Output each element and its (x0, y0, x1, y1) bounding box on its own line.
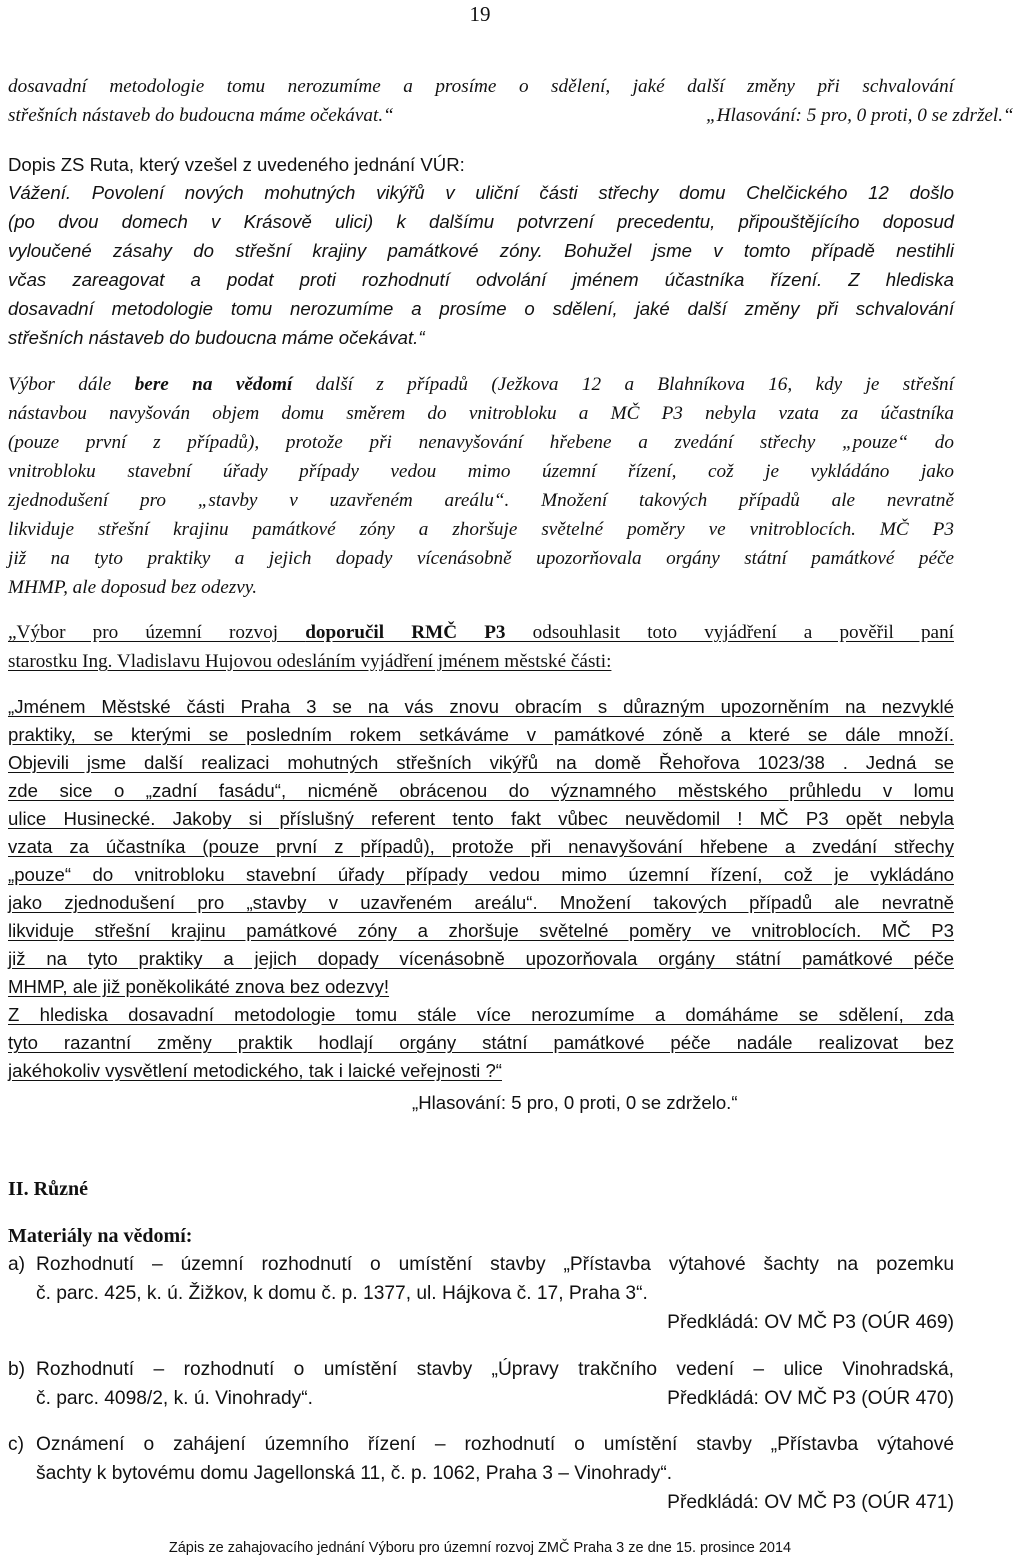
item-text: č. parc. 425, k. ú. Žižkov, k domu č. p. 1377, ul. Hájkova č. 17, Praha 3“. (36, 1283, 648, 1304)
paragraph-line: „pouze“ do vnitrobloku stavební úřady případy vedou mimo územní řízení, což je vykládáno (8, 864, 954, 885)
paragraph-text: „Výbor pro územní rozvoj (8, 622, 306, 643)
paragraph-line: starostku Ing. Vladislavu Hujovou odesláním vyjádření jménem městské části: (8, 651, 612, 672)
emphasis-text: doporučil RMČ P3 (305, 622, 506, 643)
list-item (8, 1355, 954, 1415)
item-text: šachty k bytovému domu Jagellonská 11, č. p. 1062, Praha 3 – Vinohrady“. (36, 1463, 673, 1484)
paragraph-line: jako zjednodušení pro „stavby v uzavřeném areálu“. Množení takových případů ale nevratně (8, 892, 954, 913)
paragraph-line: zjednodušení pro „stavby v uzavřeném areálu“. Množení takových případů ale nevratně (8, 490, 954, 511)
paragraph-line: likviduje střešní krajinu památkové zóny a zhoršuje světelné poměry ve vnitroblocích. MČ P3 (8, 519, 954, 540)
paragraph-line: vyloučené zásahy do střešní krajiny památkové zóny. Bohužel jsme v tomto případě nestihli (8, 240, 954, 261)
item-text: č. parc. 4098/2, k. ú. Vinohrady“. (36, 1388, 313, 1409)
paragraph-line: tyto razantní změny praktik hodlají orgány státní památkové péče nadále realizovat bez (8, 1032, 954, 1053)
paragraph-line: dosavadní metodologie tomu nerozumíme a prosíme o sdělení, jaké další změny při schvalování (8, 76, 954, 97)
paragraph-line: (pouze první z případů), protože při nenavyšování hřebene a zvedání střechy „pouze“ do (8, 432, 954, 453)
paragraph-line (8, 101, 1014, 130)
item-label: b) (8, 1359, 26, 1380)
paragraph-text: další z případů (Ježkova 12 a Blahníkova 16, kdy je střešní (292, 374, 954, 395)
paragraph-line: dosavadní metodologie tomu nerozumíme a prosíme o sdělení, jaké další změny při schvalování (8, 298, 954, 319)
paragraph-line: „Jménem Městské části Praha 3 se na vás znovu obracím s důrazným upozorněním na nezvyklé (8, 696, 954, 717)
paragraph-line: včas zareagovat a podat proti rozhodnutí odvolání jménem účastníka řízení. Z hlediska (8, 269, 954, 290)
page-number: 19 (469, 2, 491, 26)
list-item (8, 1250, 954, 1340)
item-submitter: Předkládá: OV MČ P3 (OÚR 470) (667, 1388, 954, 1409)
paragraph-text: Výbor dále (8, 374, 135, 395)
letter-heading: Dopis ZS Ruta, který vzešel z uvedeného jednání VÚR: (8, 154, 465, 175)
paragraph-line: nástavbou navyšován objem domu směrem do vnitrobloku a MČ P3 nebyla vzata za účastníka (8, 403, 954, 424)
paragraph-line: praktiky, se kterými se posledním rokem setkáváme v památkové zóně a které se dále množí. (8, 724, 954, 745)
paragraph-line: Vážení. Povolení nových mohutných vikýřů v uliční části střechy domu Chelčického 12 došlo (8, 182, 954, 203)
paragraph-line: Objevili jsme další realizaci mohutných střešních vikýřů na domě Řehořova 1023/38 . Jedná se (8, 752, 954, 773)
paragraph-line: již na tyto praktiky a jejich dopady vícenásobně upozorňovala orgány státní památkové péče (8, 948, 954, 969)
emphasis-text: bere na vědomí (134, 374, 293, 395)
paragraph-text: střešních nástaveb do budoucna máme očekávat.“ (8, 105, 394, 126)
section-title: II. Různé (8, 1178, 89, 1200)
paragraph-line (8, 618, 954, 647)
paragraph-line: zde sice o „zadní fasádu“, nicméně obrácenou do významného městského průhledu v lomu (8, 780, 954, 801)
item-submitter: Předkládá: OV MČ P3 (OÚR 469) (667, 1312, 954, 1333)
paragraph-line: MHMP, ale již poněkolikáté znova bez odezvy! (8, 976, 390, 997)
item-text: Rozhodnutí – územní rozhodnutí o umístění stavby „Přístavba výtahové šachty na pozemku (36, 1254, 954, 1275)
paragraph-line: likviduje střešní krajinu památkové zóny a zhoršuje světelné poměry ve vnitroblocích. MČ P3 (8, 920, 954, 941)
vote-result: „Hlasování: 5 pro, 0 proti, 0 se zdrželo.“ (412, 1092, 738, 1113)
item-label: a) (8, 1254, 26, 1275)
item-label: c) (8, 1434, 24, 1455)
materials-heading: Materiály na vědomí: (8, 1225, 193, 1247)
paragraph-line: vzata za účastníka (pouze první z případů), protože při nenavyšování hřebene a zvedání střechy (8, 836, 954, 857)
paragraph-line: (po dvou domech v Krásově ulici) k dalšímu potvrzení precedentu, připouštějícího doposud (8, 211, 954, 232)
page-footer: Zápis ze zahajovacího jednání Výboru pro územní rozvoj ZMČ Praha 3 ze dne 15. prosince 2014 (168, 1540, 792, 1556)
list-item (8, 1430, 954, 1520)
paragraph-line (8, 370, 954, 399)
paragraph-line: ulice Husinecké. Jakoby si příslušný referent tento fakt vůbec neuvědomil ! MČ P3 opět nebyla (8, 808, 954, 829)
vote-result: „Hlasování: 5 pro, 0 proti, 0 se zdržel.“ (706, 105, 1014, 126)
paragraph-line: MHMP, ale doposud bez odezvy. (8, 577, 258, 598)
paragraph-line: střešních nástaveb do budoucna máme očekávat.“ (8, 327, 425, 348)
paragraph-line: Z hlediska dosavadní metodologie tomu stále více nerozumíme a domáháme se sdělení, zda (8, 1004, 954, 1025)
paragraph-line: již na tyto praktiky a jejich dopady vícenásobně upozorňovala orgány státní památkové péče (8, 548, 954, 569)
paragraph-text: odsouhlasit toto vyjádření a pověřil paní (505, 622, 954, 643)
item-submitter: Předkládá: OV MČ P3 (OÚR 471) (667, 1492, 954, 1513)
item-text: Oznámení o zahájení územního řízení – rozhodnutí o umístění stavby „Přístavba výtahové (36, 1434, 954, 1455)
item-text: Rozhodnutí – rozhodnutí o umístění stavby „Úpravy trakčního vedení – ulice Vinohradská, (36, 1359, 954, 1380)
paragraph-line: vnitrobloku stavební úřady případy vedou mimo územní řízení, což je vykládáno jako (8, 461, 954, 482)
paragraph-line: jakéhokoliv vysvětlení metodického, tak i laické veřejnosti ?“ (8, 1060, 502, 1081)
